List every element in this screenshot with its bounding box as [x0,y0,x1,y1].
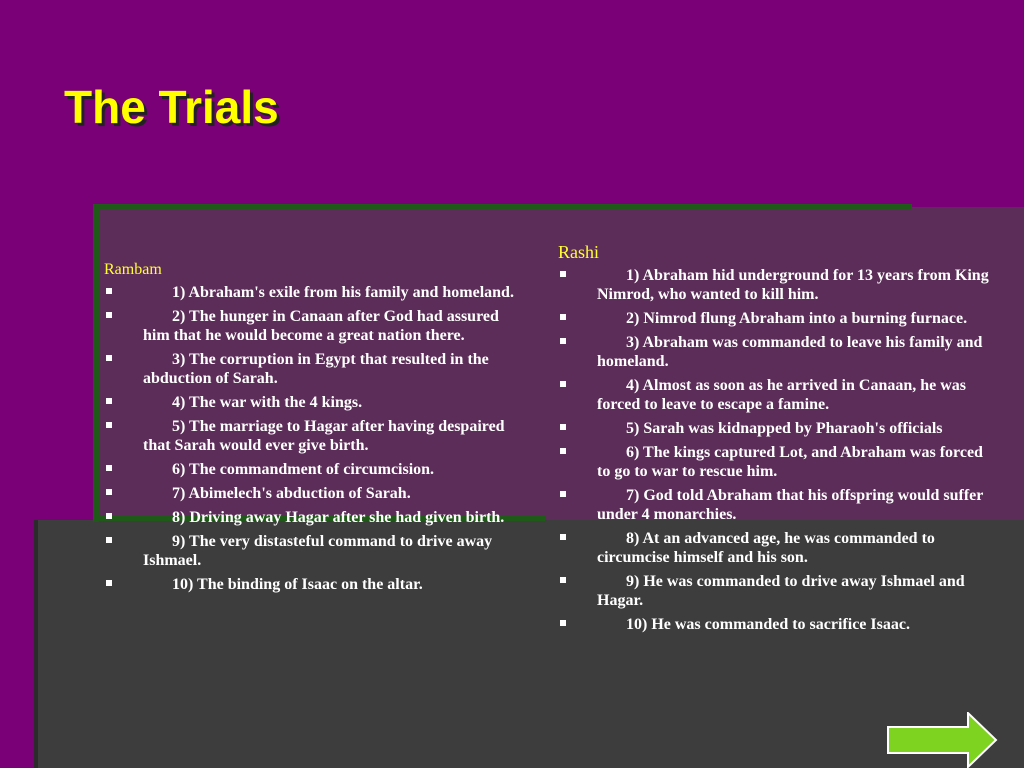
list-item-text: 4) Almost as soon as he arrived in Canaan, he was forced to leave to escape a famine. [597,377,967,413]
list-item [558,529,998,567]
list-item [558,486,998,524]
list-item-text: 8) Driving away Hagar after she had given birth. [172,509,505,526]
bullet-icon [106,355,112,361]
list-item-text: 5) The marriage to Hagar after having despaired that Sarah would ever give birth. [143,418,505,454]
bullet-icon [106,580,112,586]
divider-line [34,520,38,768]
list-item-text: 10) The binding of Isaac on the altar. [172,576,423,593]
rashi-heading: Rashi [558,242,600,262]
list-item-text: 2) The hunger in Canaan after God had assured him that he would become a great nation there. [143,308,499,344]
bullet-icon [560,338,566,344]
list-item [558,309,998,328]
slide-title: The Trials [64,81,279,133]
list-item [558,266,998,304]
bullet-icon [560,424,566,430]
rashi-list [558,266,998,634]
rambam-column [104,260,514,599]
list-item [104,307,514,345]
bullet-icon [106,465,112,471]
rambam-list [104,283,514,594]
list-item [104,417,514,455]
bullet-icon [560,491,566,497]
list-item [558,419,998,438]
bullet-icon [560,534,566,540]
list-item-text: 4) The war with the 4 kings. [172,394,363,411]
bullet-icon [106,513,112,519]
rambam-heading: Rambam [104,261,162,278]
right-arrow-icon[interactable] [886,712,998,768]
divider-line [96,204,912,210]
list-item [558,572,998,610]
bullet-icon [560,577,566,583]
rashi-column [558,243,998,639]
list-item-text: 9) He was commanded to drive away Ishmael and Hagar. [597,573,965,609]
list-item-text: 1) Abraham hid underground for 13 years from King Nimrod, who wanted to kill him. [597,267,989,303]
bullet-icon [106,537,112,543]
list-item-text: 7) God told Abraham that his offspring would suffer under 4 monarchies. [597,487,984,523]
list-item [104,393,514,412]
list-item [104,508,514,527]
list-item-text: 2) Nimrod flung Abraham into a burning furnace. [626,310,968,327]
list-item-text: 8) At an advanced age, he was commanded to circumcise himself and his son. [597,530,935,566]
list-item-text: 3) Abraham was commanded to leave his family and homeland. [597,334,983,370]
bullet-icon [106,422,112,428]
bullet-icon [560,448,566,454]
list-item-text: 6) The commandment of circumcision. [172,461,435,478]
list-item [104,460,514,479]
list-item-text: 5) Sarah was kidnapped by Pharaoh's officials [626,420,943,437]
bullet-icon [106,489,112,495]
list-item [558,615,998,634]
bullet-icon [106,288,112,294]
list-item-text: 9) The very distasteful command to drive away Ishmael. [143,533,493,569]
list-item [558,443,998,481]
list-item [104,283,514,302]
list-item [104,575,514,594]
bullet-icon [106,398,112,404]
list-item-text: 10) He was commanded to sacrifice Isaac. [626,616,910,633]
bullet-icon [560,381,566,387]
bullet-icon [106,312,112,318]
list-item [558,333,998,371]
list-item-text: 1) Abraham's exile from his family and homeland. [172,284,514,301]
bullet-icon [560,620,566,626]
bullet-icon [560,271,566,277]
list-item [104,532,514,570]
bullet-icon [560,314,566,320]
list-item [104,350,514,388]
list-item-text: 6) The kings captured Lot, and Abraham was forced to go to war to rescue him. [597,444,983,480]
list-item-text: 7) Abimelech's abduction of Sarah. [172,485,411,502]
divider-line [93,204,99,522]
list-item [104,484,514,503]
list-item-text: 3) The corruption in Egypt that resulted in the abduction of Sarah. [143,351,489,387]
list-item [558,376,998,414]
